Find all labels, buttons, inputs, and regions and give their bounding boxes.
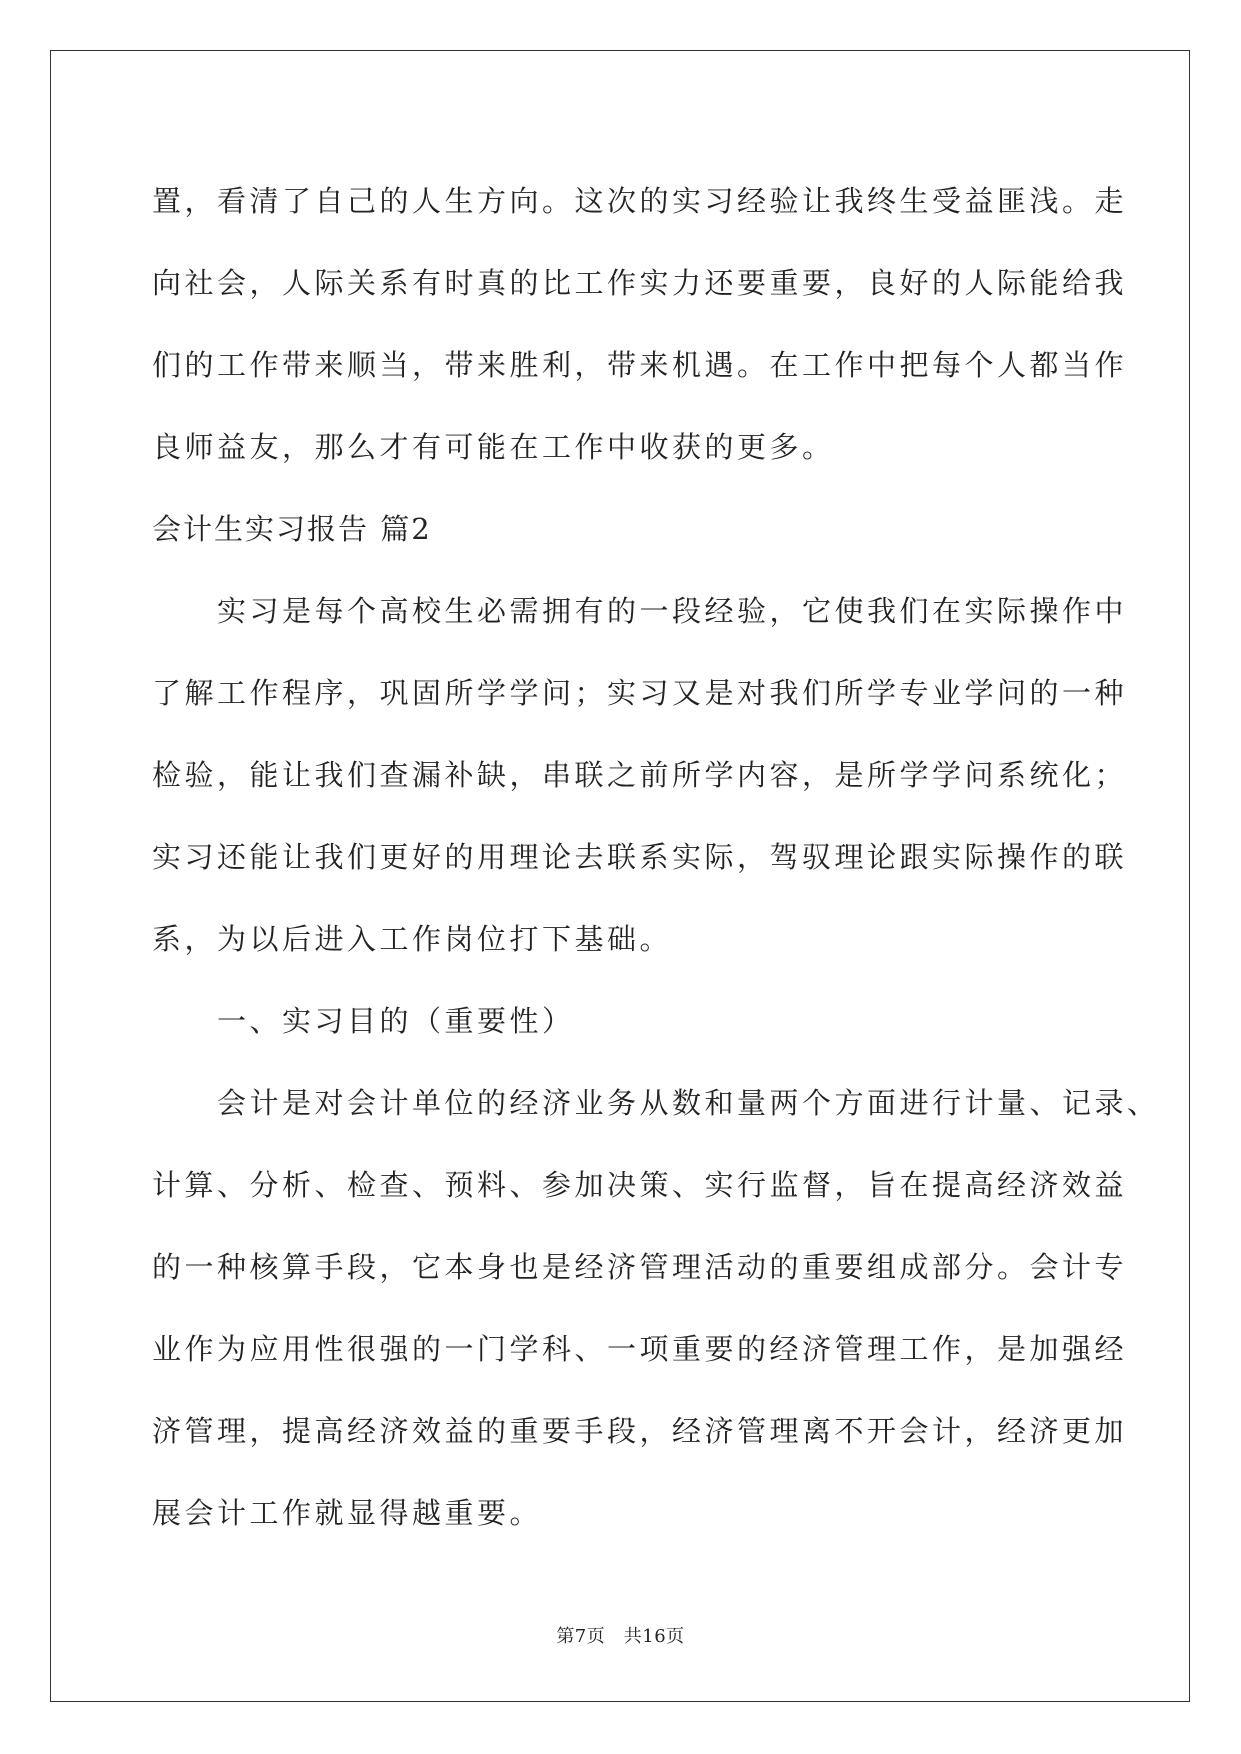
text-line: 置，看清了自己的人生方向。这次的实习经验让我终生受益匪浅。走 <box>152 184 1128 218</box>
text-line: 济管理，提高经济效益的重要手段，经济管理离不开会计，经济更加 <box>152 1414 1128 1448</box>
text-line: 实习是每个高校生必需拥有的一段经验，它使我们在实际操作中 <box>152 594 1128 628</box>
text-line: 计算、分析、检查、预料、参加决策、实行监督，旨在提高经济效益 <box>152 1168 1128 1202</box>
text-line: 会计是对会计单位的经济业务从数和量两个方面进行计量、记录、 <box>152 1086 1160 1120</box>
text-line: 的一种核算手段，它本身也是经济管理活动的重要组成部分。会计专 <box>152 1250 1128 1284</box>
text-line: 们的工作带来顺当，带来胜利，带来机遇。在工作中把每个人都当作 <box>152 348 1128 382</box>
page-number-footer: 第7页 共16页 <box>556 1626 685 1647</box>
text-line: 了解工作程序，巩固所学学问；实习又是对我们所学专业学问的一种 <box>152 676 1128 710</box>
text-line: 检验，能让我们查漏补缺，串联之前所学内容，是所学学问系统化； <box>152 758 1128 792</box>
text-line: 良师益友，那么才有可能在工作中收获的更多。 <box>152 430 835 464</box>
document-body <box>152 160 1160 1554</box>
section-heading: 会计生实习报告 篇2 <box>152 512 432 546</box>
text-line: 实习还能让我们更好的用理论去联系实际，驾驭理论跟实际操作的联 <box>152 840 1128 874</box>
text-line: 展会计工作就显得越重要。 <box>152 1496 543 1530</box>
subsection-heading: 一、实习目的（重要性） <box>152 1004 575 1038</box>
text-line: 业作为应用性很强的一门学科、一项重要的经济管理工作，是加强经 <box>152 1332 1128 1366</box>
text-line: 系，为以后进入工作岗位打下基础。 <box>152 922 673 956</box>
text-line: 向社会，人际关系有时真的比工作实力还要重要，良好的人际能给我 <box>152 266 1128 300</box>
